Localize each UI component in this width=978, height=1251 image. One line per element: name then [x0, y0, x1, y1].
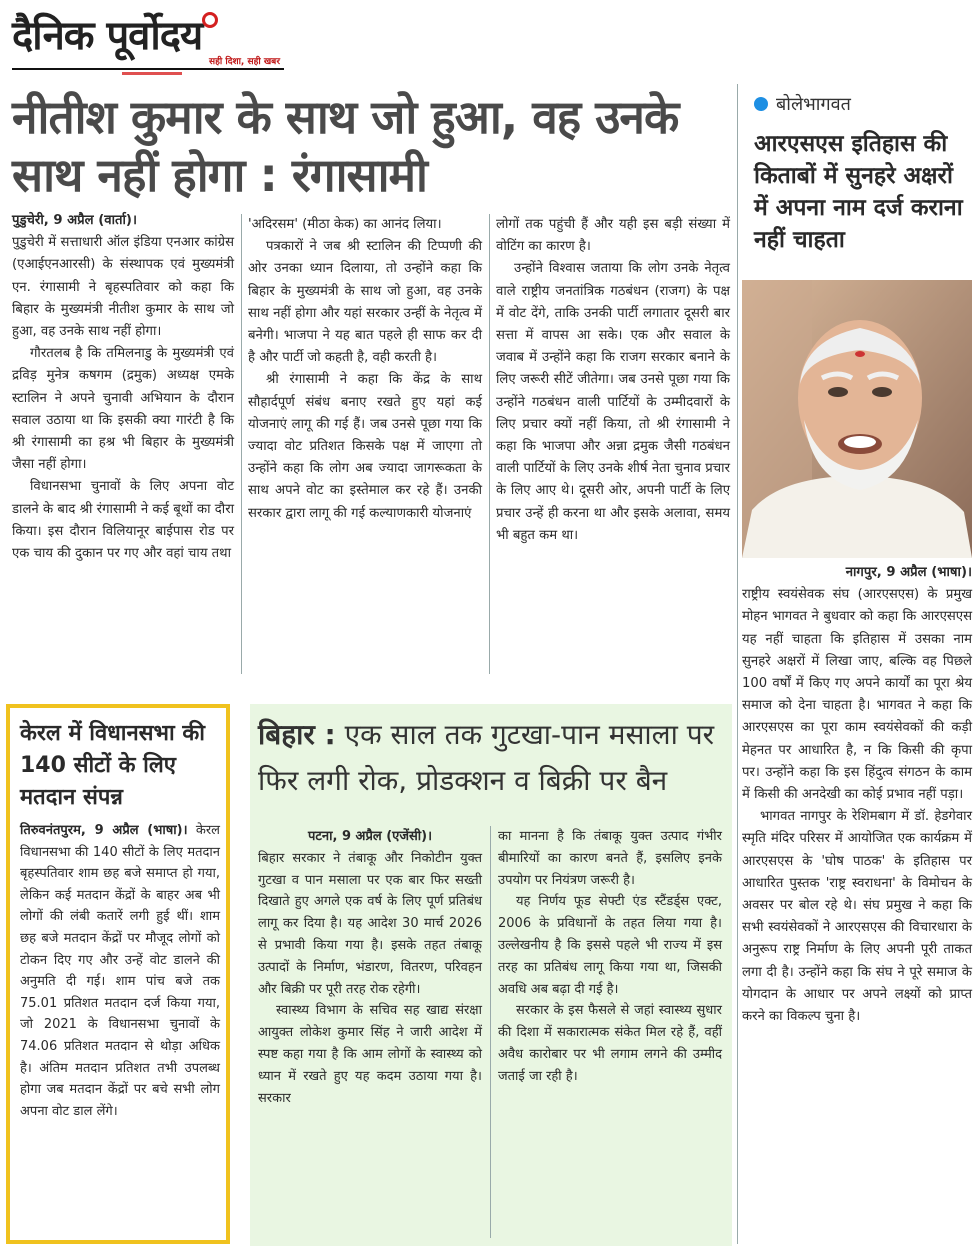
right-dateline: नागपुर, 9 अप्रैल (भाषा)। [845, 565, 972, 580]
right-story-paragraph: भागवत नागपुर के रेशिमबाग में डॉ. हेडगेवार स्मृति मंदिर परिसर में आयोजित एक कार्यक्रम में आरएसएस के 'घोष पाठक' के इतिहास पर आधारित पुस्तक 'राष्ट्र स्वराधना' के विमोचन के अवसर पर बोल रहे थे। संघ प्रमुख ने कहा कि सभी स्वयंसेवकों ने आरएसएस की विचारधारा के अनुरूप राष्ट्र निर्माण के लिए अपनी पूरी ताकत लगा दी है। उन्होंने कहा कि संघ ने पूरे समाज के योगदान के आधार पर अपने लक्ष्यों को प्राप्त करने का विकल्प चुना है। [742, 809, 972, 1025]
bihar-dateline-paragraph [258, 826, 482, 848]
section-tag: बोलेभागवत [754, 92, 851, 116]
main-story-paragraph: गौरतलब है कि तमिलनाडु के मुख्यमंत्री एवं द्रविड़ मुनेत्र कषगम (द्रमुक) अध्यक्ष एमके स्टालिन ने अपने चुनावी अभियान के दौरान सवाल उठाया था कि इसकी क्या गारंटी है कि श्री रंगासामी का हश्र भी बिहार के मुख्यमंत्री जैसा नहीं होगा। [12, 346, 234, 473]
bihar-dateline: पटना, 9 अप्रैल (एजेंसी)। [307, 829, 433, 844]
bihar-paragraph: सरकार के इस फैसले से जहां स्वास्थ्य सुधार की दिशा में सकारात्मक संकेत मिल रहे हैं, वहीं अवैध कारोबार पर भी लगाम लगने की उम्मीद जताई जा रही है। [498, 1003, 722, 1084]
right-story-paragraph: राष्ट्रीय स्वयंसेवक संघ (आरएसएस) के प्रमुख मोहन भागवत ने बुधवार को कहा कि आरएसएस यह नहीं चाहता कि इतिहास में उसका नाम सुनहरे अक्षरों में लिखा जाए, बल्कि वह पिछले 100 वर्षों में किए गए अपने कार्यों का पूरा श्रेय समाज को देना चाहता है। भागवत ने कहा कि आरएसएस का पूरा काम स्वयंसेवकों की कड़ी मेहनत पर आधारित है, न कि किसी की कृपा पर। उन्होंने कहा कि इस हिंदुत्व संगठन के काम में किसी की अनदेखी का कोई प्रभाव नहीं पड़ा। [742, 587, 972, 803]
main-story-paragraph: लोगों तक पहुंची हैं और यही इस बड़ी संख्या में वोटिंग का कारण है। [496, 217, 730, 255]
bhagwat-photo [742, 280, 972, 558]
main-story-column-1 [12, 210, 234, 565]
main-story-paragraph: पत्रकारों ने जब श्री स्टालिन की टिप्पणी की ओर उनका ध्यान दिलाया, तो उन्होंने कहा कि बिहार के मुख्यमंत्री के साथ जो हुआ, वह उनके साथ नहीं होगा और यहां सरकार उन्हीं के नेतृत्व में बनेगी। भाजपा ने यह बात पहले ही साफ कर दी है और पार्टी जो कहती है, वही करती है। [248, 239, 482, 366]
bihar-paragraph: यह निर्णय फूड सेफ्टी एंड स्टैंडर्ड्स एक्ट, 2006 के प्रविधानों के तहत लिया गया है। उल्लेखनीय है कि इससे पहले भी राज्य में इस तरह का प्रतिबंध लागू किया गया था, जिसकी अवधि अब बढ़ा दी गई है। [498, 894, 722, 997]
main-headline: नीतीश कुमार के साथ जो हुआ, वह उनके साथ नहीं होगा : रंगासामी [12, 90, 679, 202]
right-dateline-paragraph [742, 562, 972, 584]
kerala-paragraph [20, 820, 220, 1122]
main-story-paragraph: श्री रंगासामी ने कहा कि केंद्र के साथ सौहार्दपूर्ण संबंध बनाए रखते हुए यहां कई योजनाएं लागू की गई हैं। जब उनसे पूछा गया कि ज्यादा वोट प्रतिशत किसके पक्ष में जाएगा तो उन्होंने कहा कि लोग अब ज्यादा जागरूकता के साथ अपने वोट का इस्तेमाल कर रहे हैं। उनकी सरकार द्वारा लागू की गई कल्याणकारी योजनाएं [248, 372, 482, 521]
bihar-column-2 [498, 826, 722, 1088]
bihar-headline-rest: एक साल तक गुटखा-पान मसाला पर फिर लगी रोक, प्रोडक्शन व बिक्री पर बैन [258, 718, 715, 797]
column-divider [489, 214, 490, 674]
newspaper-tagline: सही दिशा, सही खबर [209, 57, 280, 67]
newspaper-name: दैनिक पूर्वोदय [12, 6, 202, 61]
bihar-paragraph: का मानना है कि तंबाकू युक्त उत्पाद गंभीर बीमारियों का कारण बनते हैं, इसलिए इनके उपयोग पर नियंत्रण जरूरी है। [498, 829, 722, 888]
main-story-paragraph: उन्होंने विश्वास जताया कि लोग उनके नेतृत्व वाले राष्ट्रीय जनतांत्रिक गठबंधन (राजग) के पक्ष में वोट देंगे, ताकि उनकी पार्टी लगातार दूसरी बार सत्ता में वापस आ सके। एक और सवाल के जवाब में उन्होंने कहा कि राजग सरकार बनाने के लिए जरूरी सीटें जीतेगा। जब उनसे पूछा गया कि उन्होंने गठबंधन वाली पार्टियों के उम्मीदवारों के लिए प्रचार क्यों नहीं किया, तो श्री रंगासामी ने कहा कि भाजपा और अन्ना द्रमुक जैसी गठबंधन वाली पार्टियों के लिए उनके शीर्ष नेता चुनाव प्रचार के लिए आए थे। दूसरी ओर, अपनी पार्टी के लिए प्रचार उन्हें ही करना था और इसके अलावा, समय भी बहुत कम था। [496, 261, 730, 543]
column-divider [241, 214, 242, 674]
main-story-paragraph: 'अदिरसम' (मीठा केक) का आनंद लिया। [248, 217, 442, 232]
kerala-story-box [6, 704, 230, 1244]
bihar-paragraph: स्वास्थ्य विभाग के सचिव सह खाद्य संरक्षा आयुक्त लोकेश कुमार सिंह ने जारी आदेश में स्पष्ट कहा गया है कि आम लोगों के स्वास्थ्य को ध्यान में रखते हुए यह कदम उठाया गया है। सरकार [258, 1003, 482, 1106]
bihar-headline-lead: बिहार : [258, 718, 336, 751]
masthead [12, 6, 284, 72]
logo-ring-icon [202, 12, 218, 28]
right-story [742, 562, 972, 1028]
bihar-column-1 [258, 826, 482, 1109]
main-story-column-2 [248, 214, 482, 525]
bihar-headline [258, 712, 728, 804]
kerala-body [20, 820, 220, 1122]
main-story-paragraph: विधानसभा चुनावों के लिए अपना वोट डालने के बाद श्री रंगासामी ने कई बूथों का दौरा किया। इस दौरान विलियानूर बाईपास रोड पर एक चाय की दुकान पर गए और वहां चाय तथा [12, 479, 234, 562]
right-headline: आरएसएस इतिहास की किताबों में सुनहरे अक्षरों में अपना नाम दर्ज कराना नहीं चाहता [754, 131, 963, 253]
bihar-story-box [250, 704, 732, 1246]
bullet-dot-icon [754, 97, 768, 111]
kerala-dateline: तिरुवनंतपुरम, 9 अप्रैल (भाषा)। [20, 823, 188, 838]
column-divider [490, 826, 491, 1238]
main-dateline: पुडुचेरी, 9 अप्रैल (वार्ता)। [12, 213, 137, 228]
portrait-image [742, 280, 972, 558]
main-story-paragraph: पुडुचेरी में सत्ताधारी ऑल इंडिया एनआर कांग्रेस (एआईएनआरसी) के संस्थापक एवं मुख्यमंत्री एन. रंगासामी ने बृहस्पतिवार को कहा कि बिहार के मुख्यमंत्री नीतीश कुमार के साथ जो हुआ, वह उनके साथ नहीं होगा। [12, 235, 234, 340]
masthead-accent-rule [122, 72, 182, 75]
main-story-column-3 [496, 214, 730, 547]
right-column-divider [737, 84, 738, 1244]
masthead-rule [12, 68, 284, 70]
kerala-headline: केरल में विधानसभा की 140 सीटों के लिए मतदान संपन्न [20, 721, 205, 810]
bihar-paragraph: बिहार सरकार ने तंबाकू और निकोटीन युक्त गुटखा व पान मसाला पर एक बार फिर सख्ती दिखाते हुए अगले एक वर्ष के लिए पूर्ण प्रतिबंध लागू कर दिया है। यह आदेश 30 मार्च 2026 से प्रभावी किया गया है। इसके तहत तंबाकू उत्पादों के निर्माण, भंडारण, वितरण, परिवहन और बिक्री पर पूरी तरह रोक रहेगी। [258, 850, 482, 997]
main-story-paragraph [12, 210, 234, 232]
kerala-text: केरल विधानसभा की 140 सीटों के लिए मतदान बृहस्पतिवार शाम छह बजे समाप्त हो गया, लेकिन कई मतदान केंद्रों के बाहर अब भी लोगों की लंबी कतारें लगी हुई थीं। शाम छह बजे मतदान केंद्रों पर मौजूद लोगों को टोकन दिए गए और उन्हें वोट डालने की अनुमति दी गई। शाम पांच बजे तक 75.01 प्रतिशत मतदान दर्ज किया गया, जो 2021 के विधानसभा चुनावों के 74.06 प्रतिशत मतदान से थोड़ा अधिक है। अंतिम मतदान प्रतिशत तभी उपलब्ध होगा जब मतदान केंद्रों पर बचे सभी लोग अपना वोट डाल लेंगे। [20, 823, 220, 1119]
